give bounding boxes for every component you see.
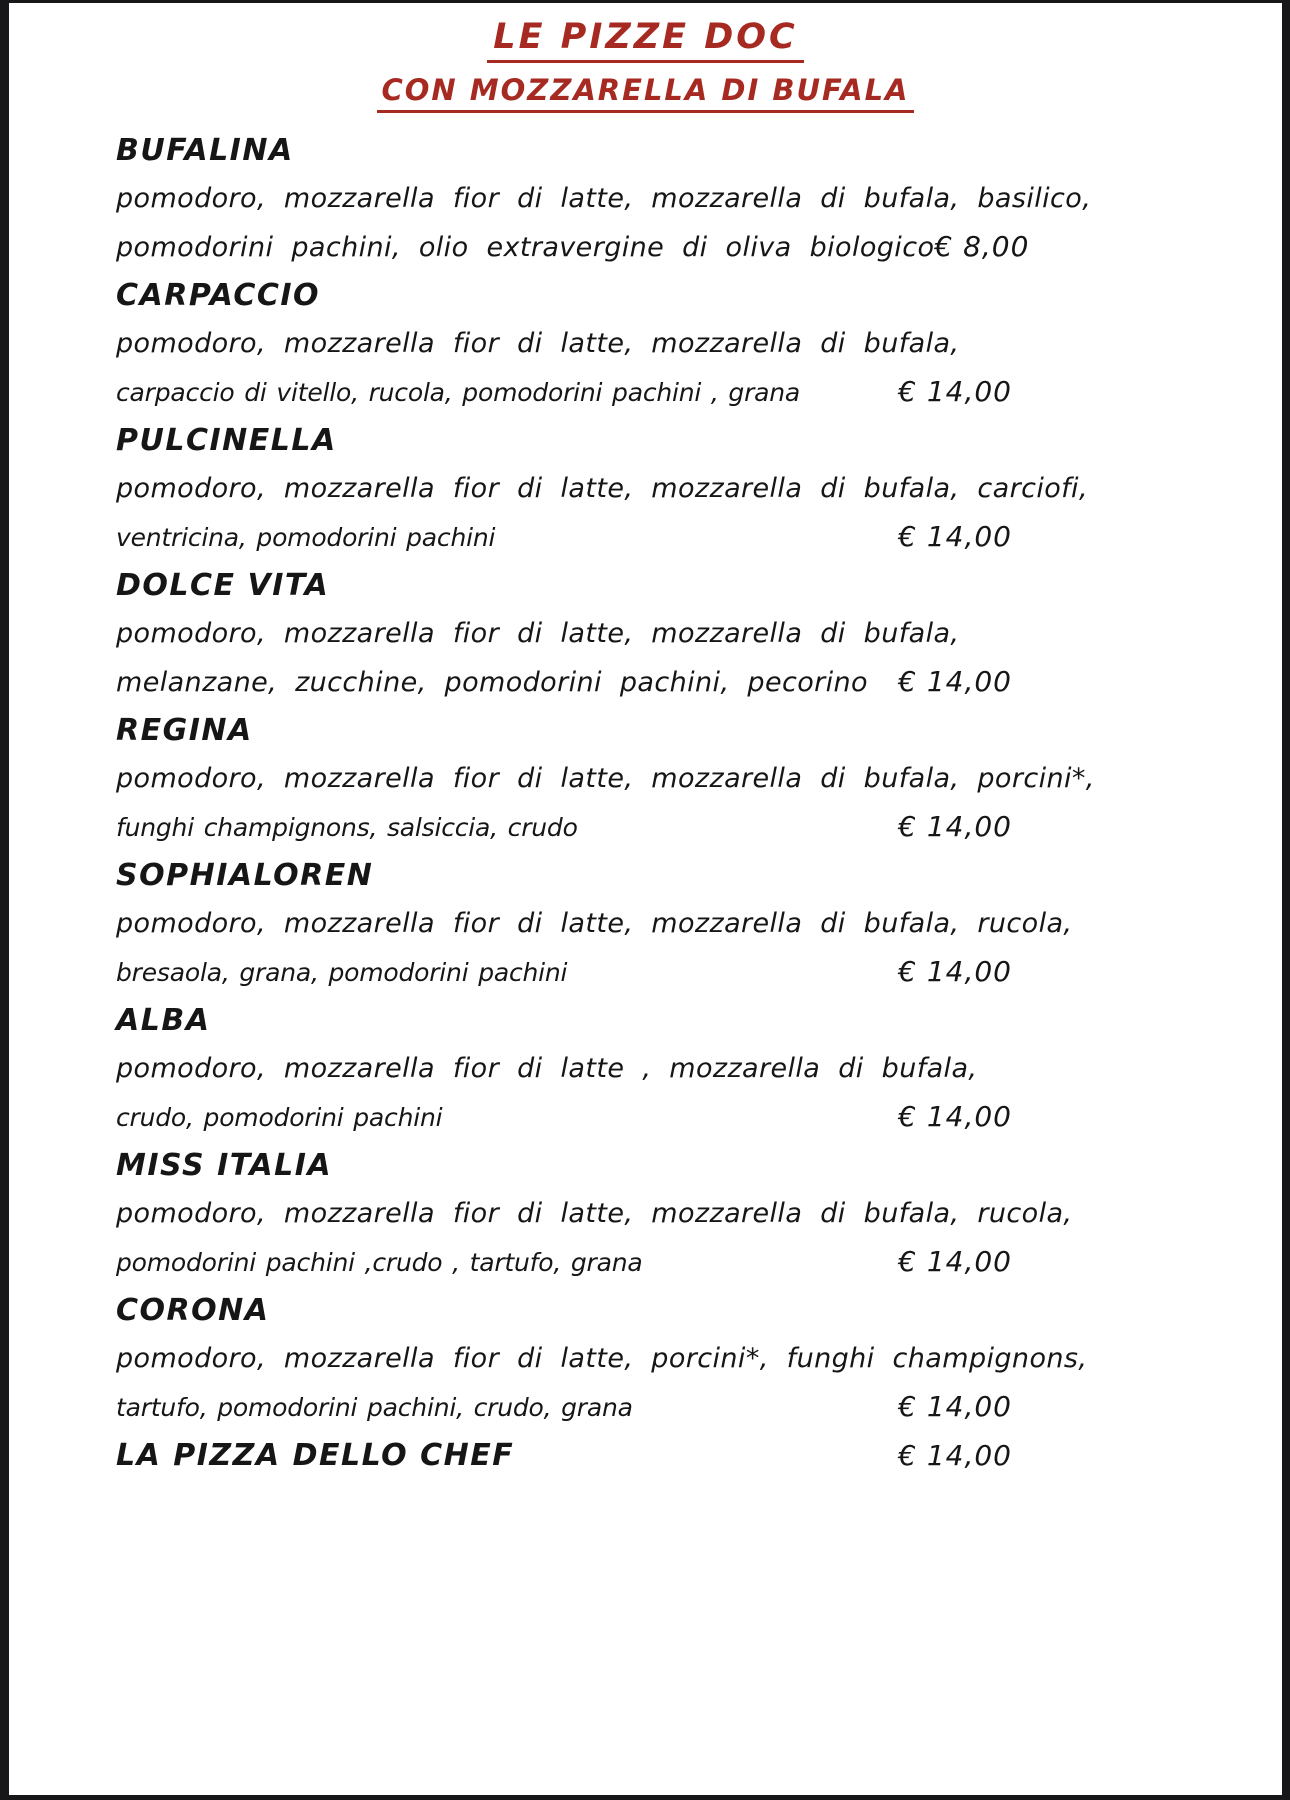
item-description-line2: ventricina, pomodorini pachini	[116, 522, 496, 552]
item-name: PULCINELLA	[116, 422, 337, 458]
item-name: CARPACCIO	[116, 277, 321, 313]
item-description-line2: tartufo, pomodorini pachini, crudo, grana	[116, 1392, 633, 1422]
menu-item	[116, 997, 1012, 1142]
item-name: CORONA	[116, 1292, 270, 1328]
item-name: BUFALINA	[116, 132, 294, 168]
menu-page	[9, 3, 1282, 1795]
menu-item	[116, 1287, 1088, 1432]
item-name: LA PIZZA DELLO CHEF	[116, 1437, 515, 1473]
item-price: € 14,00	[898, 664, 1012, 698]
page-subtitle: CON MOZZARELLA DI BUFALA	[377, 74, 913, 112]
item-price: € 14,00	[898, 1099, 1012, 1133]
item-price: € 14,00	[898, 374, 1012, 408]
menu-item	[116, 417, 1088, 562]
menu-item	[116, 562, 1012, 707]
item-price: € 14,00	[898, 954, 1012, 988]
menu-item-list	[116, 127, 1095, 1480]
menu-item	[116, 127, 1092, 272]
item-name: REGINA	[116, 712, 253, 748]
item-description-line2: crudo, pomodorini pachini	[116, 1102, 443, 1132]
item-description-line2: melanzane, zucchine, pomodorini pachini, pecorino	[116, 666, 868, 698]
item-description-line1: pomodoro, mozzarella fior di latte , mozzarella di bufala,	[116, 1052, 978, 1084]
item-description-line1: pomodoro, mozzarella fior di latte, mozzarella di bufala, basilico,	[116, 182, 1092, 214]
item-name: MISS ITALIA	[116, 1147, 333, 1183]
item-description-line1: pomodoro, mozzarella fior di latte, mozzarella di bufala, rucola,	[116, 907, 1073, 939]
item-description-line2: funghi champignons, salsiccia, crudo	[116, 812, 578, 842]
item-price: € 14,00	[898, 1438, 1012, 1472]
item-price: € 14,00	[898, 1244, 1012, 1278]
item-description-line2: carpaccio di vitello, rucola, pomodorini pachini , grana	[116, 377, 801, 407]
item-name: DOLCE VITA	[116, 567, 330, 603]
menu-item	[116, 852, 1073, 997]
item-description-line1: pomodoro, mozzarella fior di latte, mozzarella di bufala,	[116, 327, 960, 359]
item-description-line2: pomodorini pachini, olio extravergine di oliva biologico	[116, 231, 935, 263]
menu-item	[116, 272, 1012, 417]
item-description-line2: bresaola, grana, pomodorini pachini	[116, 957, 568, 987]
item-description-line1: pomodoro, mozzarella fior di latte, mozzarella di bufala,	[116, 617, 960, 649]
menu-item	[116, 707, 1095, 852]
menu-item	[116, 1432, 1012, 1480]
item-price: € 14,00	[898, 1389, 1012, 1423]
item-price: € 14,00	[898, 519, 1012, 553]
menu-header	[9, 3, 1282, 113]
item-description-line2: pomodorini pachini ,crudo , tartufo, grana	[116, 1247, 643, 1277]
item-name: SOPHIALOREN	[116, 857, 374, 893]
item-name: ALBA	[116, 1002, 211, 1038]
item-description-line1: pomodoro, mozzarella fior di latte, mozzarella di bufala, carciofi,	[116, 472, 1088, 504]
item-price: € 8,00	[934, 229, 1030, 263]
item-price: € 14,00	[898, 809, 1012, 843]
page-title: LE PIZZE DOC	[487, 17, 803, 63]
item-description-line1: pomodoro, mozzarella fior di latte, mozzarella di bufala, porcini*,	[116, 762, 1095, 794]
menu-item	[116, 1142, 1073, 1287]
item-description-line1: pomodoro, mozzarella fior di latte, porcini*, funghi champignons,	[116, 1342, 1088, 1374]
item-description-line1: pomodoro, mozzarella fior di latte, mozzarella di bufala, rucola,	[116, 1197, 1073, 1229]
